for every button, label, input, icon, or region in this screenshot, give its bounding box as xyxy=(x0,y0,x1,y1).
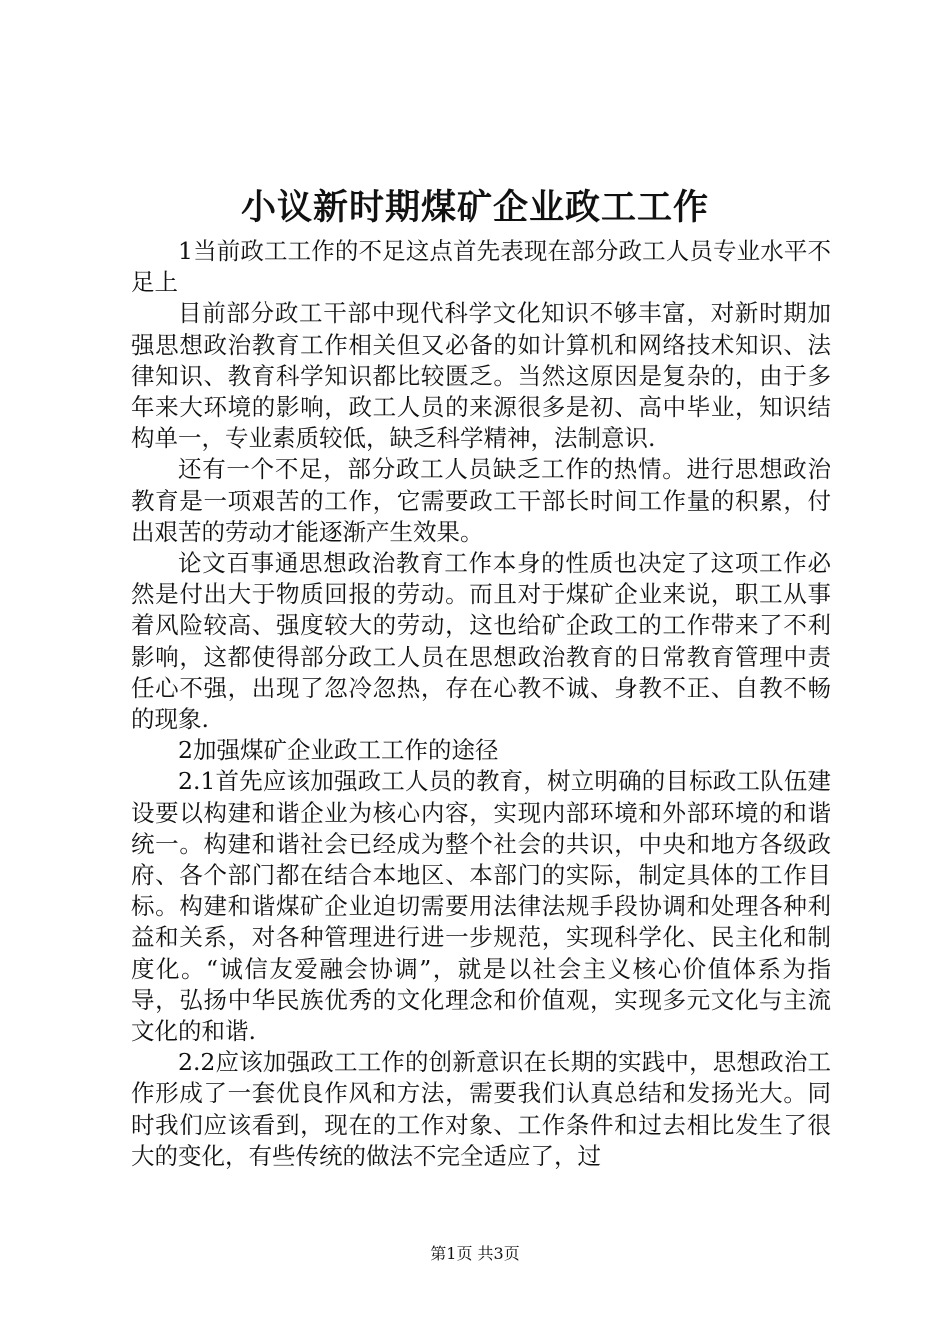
paragraph: 论文百事通思想政治教育工作本身的性质也决定了这项工作必然是付出大于物质回报的劳动。而且对于煤矿企业来说，职工从事着风险较高、强度较大的劳动，这也给矿企政工的工作带来了不利影响，这都使得部分政工人员在思想政治教育的日常教育管理中责任心不强，出现了忽冷忽热，存在心教不诚、身教不正、自教不畅的现象. xyxy=(131,549,831,734)
page-number-footer: 第1页 共3页 xyxy=(430,1244,520,1263)
paragraph-section-2-1: 2.1首先应该加强政工人员的教育，树立明确的目标政工队伍建设要以构建和谐企业为核心内容，实现内部环境和外部环境的和谐统一。构建和谐社会已经成为整个社会的共识，中央和地方各级政府、各个部门都在结合本地区、本部门的实际，制定具体的工作目标。构建和谐煤矿企业迫切需要用法律法规手段协调和处理各种利益和关系，对各种管理进行进一步规范，实现科学化、民主化和制度化。“诚信友爱融会协调”，就是以社会主义核心价值体系为指导，弘扬中华民族优秀的文化理念和价值观，实现多元文化与主流文化的和谐. xyxy=(131,767,831,1046)
paragraph: 目前部分政工干部中现代科学文化知识不够丰富，对新时期加强思想政治教育工作相关但又必备的如计算机和网络技术知识、法律知识、教育科学知识都比较匮乏。当然这原因是复杂的，由于多年来大环境的影响，政工人员的来源很多是初、高中毕业，知识结构单一，专业素质较低，缺乏科学精神，法制意识. xyxy=(131,299,831,453)
document-body xyxy=(131,236,831,1172)
paragraph-section-2-2: 2.2应该加强政工工作的创新意识在长期的实践中，思想政治工作形成了一套优良作风和方法，需要我们认真总结和发扬光大。同时我们应该看到，现在的工作对象、工作条件和过去相比发生了很大的变化，有些传统的做法不完全适应了，过 xyxy=(131,1048,831,1170)
paragraph-heading-2: 2加强煤矿企业政工工作的途径 xyxy=(178,736,499,765)
document-title: 小议新时期煤矿企业政工工作 xyxy=(240,187,709,228)
paragraph-heading-1: 1当前政工工作的不足这点首先表现在部分政工人员专业水平不足上 xyxy=(131,237,831,297)
paragraph: 还有一个不足，部分政工人员缺乏工作的热情。进行思想政治教育是一项艰苦的工作，它需要政工干部长时间工作量的积累，付出艰苦的劳动才能逐渐产生效果。 xyxy=(131,455,831,546)
